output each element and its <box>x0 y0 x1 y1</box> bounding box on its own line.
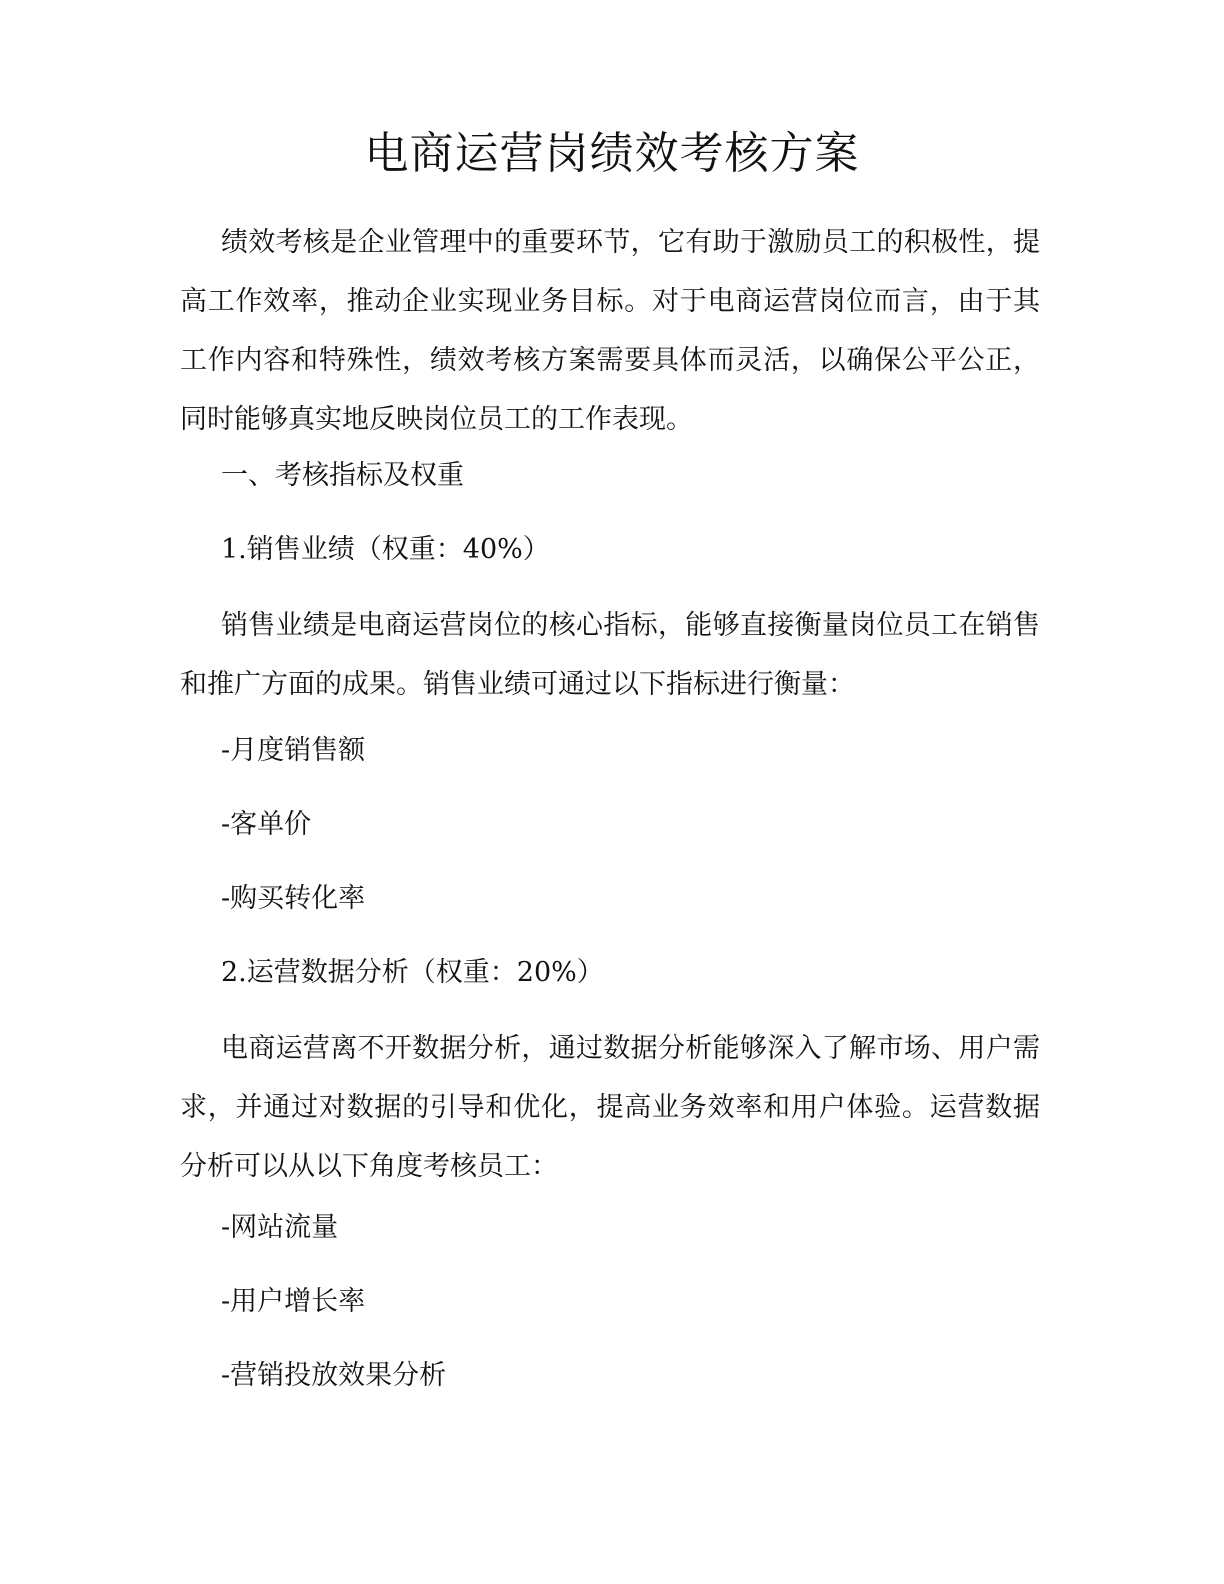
intro-paragraph: 绩效考核是企业管理中的重要环节，它有助于激励员工的积极性，提高工作效率，推动企业实现业务目标。对于电商运营岗位而言，由于其工作内容和特殊性，绩效考核方案需要具体而灵活，以确保公平公正，同时能够真实地反映岗位员工的工作表现。 <box>180 227 1040 435</box>
item1-heading: 1.销售业绩（权重：40%） <box>221 534 550 565</box>
list-item: -用户增长率 <box>221 1286 366 1317</box>
list-item: -购买转化率 <box>221 883 366 914</box>
section-heading: 一、考核指标及权重 <box>221 460 464 491</box>
item2-description: 电商运营离不开数据分析，通过数据分析能够深入了解市场、用户需求，并通过对数据的引导和优化，提高业务效率和用户体验。运营数据分析可以从以下角度考核员工： <box>180 1033 1040 1182</box>
item2-heading: 2.运营数据分析（权重：20%） <box>221 957 604 988</box>
list-item: -月度销售额 <box>221 735 366 766</box>
list-item: -网站流量 <box>221 1212 339 1243</box>
item1-description: 销售业绩是电商运营岗位的核心指标，能够直接衡量岗位员工在销售和推广方面的成果。销售业绩可通过以下指标进行衡量： <box>180 610 1040 700</box>
list-item: -客单价 <box>221 809 312 840</box>
list-item: -营销投放效果分析 <box>221 1360 447 1391</box>
document-title: 电商运营岗绩效考核方案 <box>364 128 860 179</box>
